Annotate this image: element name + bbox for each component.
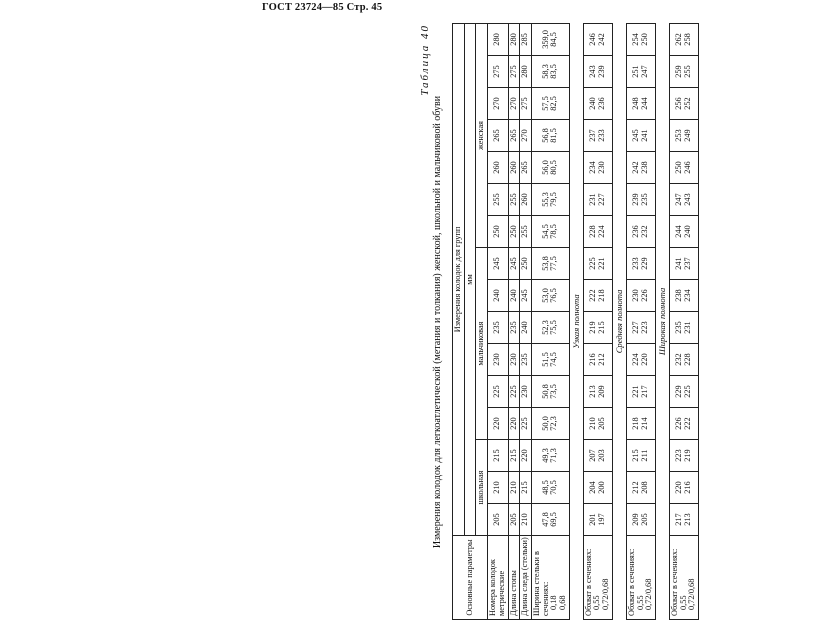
cell-value: 220 (674, 481, 684, 494)
table-cell (670, 216, 699, 248)
cell-value: 254 (631, 33, 641, 46)
cell-value: 48,5 (540, 480, 550, 495)
table-cell (626, 152, 655, 184)
table-cell (583, 56, 612, 88)
table-row (488, 23, 508, 619)
table-cell: 245 (520, 280, 532, 312)
cell-value: 255 (683, 65, 693, 78)
section-row (655, 23, 669, 619)
cell-value: 217 (674, 513, 684, 526)
table-cell (670, 88, 699, 120)
table-cell: 280 (508, 23, 520, 55)
cell-value: 221 (596, 257, 606, 270)
table-cell (583, 472, 612, 504)
cell-value: 225 (683, 385, 693, 398)
table-cell: 230 (520, 376, 532, 408)
cell-value: 212 (596, 353, 606, 366)
section-title: Средняя полнота (612, 23, 626, 619)
section-row (569, 23, 583, 619)
cell-value: 221 (631, 385, 641, 398)
cell-value: 204 (588, 481, 598, 494)
table-cell (626, 312, 655, 344)
row-sublabel: 0,72/0,68 (687, 578, 697, 610)
cell-value: 240 (588, 97, 598, 110)
table-cell: 215 (508, 440, 520, 472)
cell-value: 53,8 (540, 256, 550, 271)
cell-value: 250 (639, 33, 649, 46)
row-label (670, 536, 699, 620)
cell-value: 230 (631, 289, 641, 302)
cell-value: 233 (596, 129, 606, 142)
cell-value: 217 (639, 385, 649, 398)
cell-value: 200 (596, 481, 606, 494)
table-cell: 220 (488, 408, 508, 440)
cell-value: 244 (674, 225, 684, 238)
cell-value: 248 (631, 97, 641, 110)
cell-value: 223 (639, 321, 649, 334)
cell-value: 49,3 (540, 448, 550, 463)
cell-value: 209 (596, 385, 606, 398)
cell-value: 57,5 (540, 96, 550, 111)
table-cell: 210 (520, 504, 532, 536)
cell-value: 228 (683, 353, 693, 366)
cell-value: 71,3 (549, 448, 559, 463)
table-row (583, 23, 612, 619)
row-label (508, 536, 520, 620)
table-cell (531, 504, 569, 536)
cell-value: 256 (674, 97, 684, 110)
cell-value: 250 (674, 161, 684, 174)
cell-value: 222 (588, 289, 598, 302)
table-cell (531, 184, 569, 216)
cell-value: 240 (683, 225, 693, 238)
rotated-page (418, 20, 828, 620)
cell-value: 234 (588, 161, 598, 174)
table-cell (626, 56, 655, 88)
row-sublabel: 0,18 (549, 595, 559, 610)
table-cell (670, 56, 699, 88)
cell-value: 218 (631, 417, 641, 430)
table-cell: 235 (508, 312, 520, 344)
table-cell: 220 (520, 440, 532, 472)
table-cell (531, 312, 569, 344)
cell-value: 82,5 (549, 96, 559, 111)
cell-value: 232 (639, 225, 649, 238)
cell-value: 236 (596, 97, 606, 110)
table-cell: 265 (520, 152, 532, 184)
table-cell (626, 248, 655, 280)
table-cell (626, 88, 655, 120)
section-title: Широкая полнота (655, 23, 669, 619)
table-cell (670, 248, 699, 280)
table-cell: 235 (520, 344, 532, 376)
table-cell (670, 23, 699, 55)
cell-value: 243 (588, 65, 598, 78)
table-cell (626, 280, 655, 312)
row-label (626, 536, 655, 620)
table-cell (626, 216, 655, 248)
table-cell: 265 (508, 120, 520, 152)
table-cell: 270 (508, 88, 520, 120)
table-cell: 250 (520, 248, 532, 280)
row-label-text: Номера колодок метрические (488, 559, 506, 616)
table-cell (583, 280, 612, 312)
table-cell: 240 (488, 280, 508, 312)
table-cell (670, 280, 699, 312)
table-caption: Измерения колодок для легкоатлетической (метания и толкания) женской, школьной и мальчиковой обуви (432, 95, 443, 549)
table-cell: 275 (508, 56, 520, 88)
cell-value: 236 (631, 225, 641, 238)
cell-value: 235 (639, 193, 649, 206)
row-label-text: Длина стопы (508, 570, 518, 616)
row-label (520, 536, 532, 620)
table-cell (583, 88, 612, 120)
table-cell (531, 376, 569, 408)
row-label-text: Обхват в сечениях: (583, 548, 593, 616)
table-cell (531, 440, 569, 472)
table-cell (670, 440, 699, 472)
table-cell: 210 (508, 472, 520, 504)
table-cell (670, 184, 699, 216)
table-cell (670, 120, 699, 152)
table-label: Таблица 40 (419, 24, 431, 96)
table-cell: 230 (488, 344, 508, 376)
table-cell: 275 (520, 88, 532, 120)
table-cell (583, 248, 612, 280)
table-cell (626, 504, 655, 536)
table-cell: 215 (488, 440, 508, 472)
cell-value: 251 (631, 65, 641, 78)
row-label-text: Обхват в сечениях: (670, 548, 679, 616)
cell-value: 229 (674, 385, 684, 398)
row-sublabel: 0,55 (592, 595, 602, 610)
cell-value: 208 (639, 481, 649, 494)
cell-value: 73,5 (549, 384, 559, 399)
cell-value: 245 (631, 129, 641, 142)
row-sublabel: 0,55 (678, 595, 688, 610)
cell-value: 215 (596, 321, 606, 334)
cell-value: 53,0 (540, 288, 550, 303)
table-cell (583, 23, 612, 55)
section-title: Узкая полнота (569, 23, 583, 619)
cell-value: 55,3 (540, 192, 550, 207)
cell-value: 201 (588, 513, 598, 526)
cell-value: 242 (596, 33, 606, 46)
table-cell (531, 248, 569, 280)
table-cell (670, 376, 699, 408)
cell-value: 218 (596, 289, 606, 302)
cell-value: 243 (683, 193, 693, 206)
cell-value: 205 (639, 513, 649, 526)
cell-value: 215 (631, 449, 641, 462)
table-cell: 230 (508, 344, 520, 376)
cell-value: 244 (639, 97, 649, 110)
cell-value: 56,0 (540, 160, 550, 175)
cell-value: 227 (596, 193, 606, 206)
section-row (612, 23, 626, 619)
cell-value: 76,5 (549, 288, 559, 303)
table-cell: 245 (488, 248, 508, 280)
cell-value: 220 (639, 353, 649, 366)
table-cell: 225 (520, 408, 532, 440)
cell-value: 78,5 (549, 224, 559, 239)
group-boys: мальчиковая (476, 248, 488, 440)
cell-value: 219 (683, 449, 693, 462)
table-cell (531, 216, 569, 248)
cell-value: 226 (639, 289, 649, 302)
cell-value: 72,3 (549, 416, 559, 431)
table-cell (626, 376, 655, 408)
table-cell (626, 440, 655, 472)
cell-value: 209 (631, 513, 641, 526)
cell-value: 259 (674, 65, 684, 78)
cell-value: 230 (596, 161, 606, 174)
cell-value: 210 (588, 417, 598, 430)
cell-value: 219 (588, 321, 598, 334)
cell-value: 249 (683, 129, 693, 142)
cell-value: 238 (674, 289, 684, 302)
cell-value: 246 (588, 33, 598, 46)
cell-value: 224 (631, 353, 641, 366)
cell-value: 50,8 (540, 384, 550, 399)
table-cell: 280 (520, 56, 532, 88)
row-label-text: Обхват в сечениях: (626, 548, 636, 616)
table-cell (531, 152, 569, 184)
table-cell (626, 344, 655, 376)
table-cell: 255 (508, 184, 520, 216)
cell-value: 216 (588, 353, 598, 366)
row-label (488, 536, 508, 620)
table-row (520, 23, 532, 619)
table-cell: 210 (488, 472, 508, 504)
cell-value: 227 (631, 321, 641, 334)
cell-value: 213 (683, 513, 693, 526)
table-cell: 275 (488, 56, 508, 88)
table-cell (531, 472, 569, 504)
table-cell (531, 408, 569, 440)
page-header: ГОСТ 23724—85 Стр. 45 (262, 2, 383, 13)
cell-value: 197 (596, 513, 606, 526)
table-cell (531, 344, 569, 376)
data-table (452, 23, 699, 620)
table-cell (531, 23, 569, 55)
cell-value: 58,3 (540, 64, 550, 79)
table-cell: 285 (520, 23, 532, 55)
cell-value: 258 (683, 33, 693, 46)
row-label (583, 536, 612, 620)
cell-value: 56,8 (540, 128, 550, 143)
cell-value: 69,5 (549, 512, 559, 527)
table-cell: 255 (488, 184, 508, 216)
cell-value: 80,5 (549, 160, 559, 175)
table-cell (583, 376, 612, 408)
cell-value: 252 (683, 97, 693, 110)
table-cell (670, 312, 699, 344)
table-cell: 260 (488, 152, 508, 184)
group-title: Измерения колодок для групп (453, 23, 465, 535)
table-cell: 205 (508, 504, 520, 536)
table-cell (670, 472, 699, 504)
cell-value: 228 (588, 225, 598, 238)
cell-value: 207 (588, 449, 598, 462)
cell-value: 212 (631, 481, 641, 494)
cell-value: 214 (639, 417, 649, 430)
cell-value: 47,8 (540, 512, 550, 527)
cell-value: 79,5 (549, 192, 559, 207)
cell-value: 237 (588, 129, 598, 142)
unit-label: мм (464, 23, 476, 535)
cell-value: 223 (674, 449, 684, 462)
row-sublabel: 0,72/0,68 (601, 578, 611, 610)
cell-value: 70,5 (549, 480, 559, 495)
table-cell: 250 (508, 216, 520, 248)
cell-value: 224 (596, 225, 606, 238)
table-cell (583, 152, 612, 184)
cell-value: 205 (596, 417, 606, 430)
table-cell: 220 (508, 408, 520, 440)
cell-value: 229 (639, 257, 649, 270)
table-cell (626, 472, 655, 504)
cell-value: 83,5 (549, 64, 559, 79)
cell-value: 247 (639, 65, 649, 78)
cell-value: 237 (683, 257, 693, 270)
row-label-text: Длина следа (стельки) (520, 537, 530, 616)
cell-value: 239 (631, 193, 641, 206)
table-cell (626, 184, 655, 216)
cell-value: 235 (674, 321, 684, 334)
table-cell (531, 280, 569, 312)
table-cell (583, 216, 612, 248)
cell-value: 233 (631, 257, 641, 270)
table-cell: 225 (488, 376, 508, 408)
cell-value: 213 (588, 385, 598, 398)
cell-value: 234 (683, 289, 693, 302)
table-cell (583, 504, 612, 536)
table-cell: 235 (488, 312, 508, 344)
row-sublabel: 0,68 (558, 595, 568, 610)
table-cell: 205 (488, 504, 508, 536)
table-cell (670, 504, 699, 536)
cell-value: 247 (674, 193, 684, 206)
row-label-text: Ширина стельки в сечениях: (531, 551, 550, 616)
table-cell: 255 (520, 216, 532, 248)
cell-value: 241 (639, 129, 649, 142)
cell-value: 239 (596, 65, 606, 78)
table-cell: 260 (508, 152, 520, 184)
table-cell (583, 344, 612, 376)
table-cell: 270 (488, 88, 508, 120)
table-cell: 270 (520, 120, 532, 152)
table-cell: 225 (508, 376, 520, 408)
row-sublabel: 0,72/0,68 (644, 578, 654, 610)
cell-value: 262 (674, 33, 684, 46)
table-cell (670, 152, 699, 184)
cell-value: 222 (683, 417, 693, 430)
cell-value: 51,5 (540, 352, 550, 367)
cell-value: 225 (588, 257, 598, 270)
cell-value: 52,3 (540, 320, 550, 335)
cell-value: 231 (683, 321, 693, 334)
table-cell (626, 120, 655, 152)
cell-value: 242 (631, 161, 641, 174)
cell-value: 359,0 (540, 30, 550, 49)
cell-value: 226 (674, 417, 684, 430)
table-cell: 245 (508, 248, 520, 280)
cell-value: 216 (683, 481, 693, 494)
group-school: школьная (476, 440, 488, 536)
table-row (670, 23, 699, 619)
table-cell (583, 184, 612, 216)
table-cell (531, 88, 569, 120)
table-cell: 260 (520, 184, 532, 216)
cell-value: 77,5 (549, 256, 559, 271)
table-cell: 280 (488, 23, 508, 55)
table-row (531, 23, 569, 619)
table-cell (583, 440, 612, 472)
cell-value: 232 (674, 353, 684, 366)
row-label (531, 536, 569, 620)
cell-value: 241 (674, 257, 684, 270)
cell-value: 54,5 (540, 224, 550, 239)
param-header: Основные параметры (453, 536, 488, 620)
table-cell (670, 408, 699, 440)
table-cell (583, 120, 612, 152)
table-cell (670, 344, 699, 376)
table-cell: 215 (520, 472, 532, 504)
cell-value: 211 (639, 449, 649, 462)
cell-value: 203 (596, 449, 606, 462)
table-cell (583, 408, 612, 440)
table-row (508, 23, 520, 619)
cell-value: 238 (639, 161, 649, 174)
table-cell (626, 408, 655, 440)
cell-value: 50,0 (540, 416, 550, 431)
cell-value: 84,5 (549, 32, 559, 47)
cell-value: 253 (674, 129, 684, 142)
cell-value: 75,5 (549, 320, 559, 335)
table-cell (531, 56, 569, 88)
cell-value: 74,5 (549, 352, 559, 367)
table-cell (626, 23, 655, 55)
cell-value: 231 (588, 193, 598, 206)
cell-value: 81,5 (549, 128, 559, 143)
table-cell: 250 (488, 216, 508, 248)
group-women: женская (476, 23, 488, 247)
table-row (626, 23, 655, 619)
cell-value: 246 (683, 161, 693, 174)
row-sublabel: 0,55 (635, 595, 645, 610)
table-cell (531, 120, 569, 152)
table-cell (583, 312, 612, 344)
table-cell: 240 (520, 312, 532, 344)
table-cell: 240 (508, 280, 520, 312)
table-cell: 265 (488, 120, 508, 152)
